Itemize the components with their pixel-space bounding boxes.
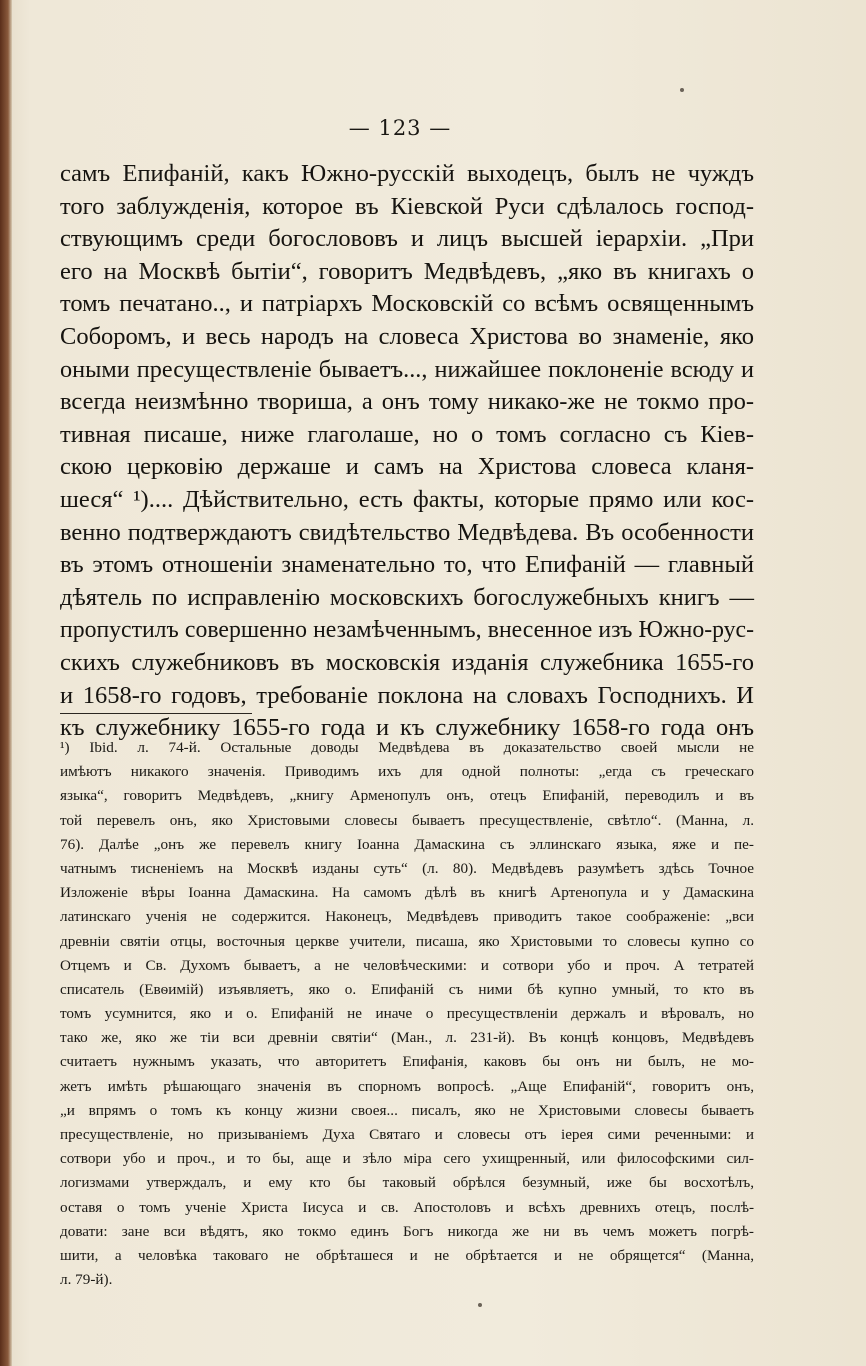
- footnote-line: жетъ имѣть рѣшающаго значенія въ спорномъ вопросѣ. „Аще Епифаній“, говоритъ онъ,: [60, 1077, 754, 1095]
- footnote-line: сотвори убо и проч., и то бы, аще и зѣло міра сего ухищренный, или философскими сил-: [60, 1150, 754, 1168]
- footnote-line: языка“, говоритъ Медвѣдевъ, „книгу Арменопулъ онъ, отецъ Епифаній, переводилъ и въ: [60, 787, 754, 805]
- footnote-line: имѣютъ никакого значенія. Приводимъ ихъ для одной полноты: „егда съ греческаго: [60, 763, 754, 781]
- footnote-line: „и впрямъ о томъ къ концу жизни своея... писалъ, яко не Христовыми словесы бываетъ: [60, 1101, 754, 1119]
- footnote-line: 76). Далѣе „онъ же перевелъ книгу Іоанна Дамаскина съ эллинскаго языка, яже и пе-: [60, 835, 754, 853]
- footnote-line: оставя о томъ ученіе Христа Іисуса и св. Апостоловъ и всѣхъ древнихъ отецъ, послѣ-: [60, 1198, 754, 1216]
- main-text-line: тивная писаше, ниже глаголаше, но о томъ согласно съ Кіев-: [60, 420, 754, 448]
- footnote-line: пресуществленіе, но призываніемъ Духа Святаго и словесы отъ іерея сими реченными: и: [60, 1126, 754, 1143]
- footnote-line: томъ усумнится, яко и о. Епифаній не иначе о пресуществленіи держалъ и вѣровалъ, но: [60, 1005, 754, 1023]
- footnote-separator-rule: [60, 713, 252, 714]
- main-text-line: того заблужденія, которое въ Кіевской Руси сдѣлалось господ-: [60, 192, 754, 220]
- footnote-line: тако же, яко же тіи вси древніи святіи“ (Ман., л. 231-й). Въ концѣ концовъ, Медвѣдевъ: [60, 1029, 754, 1047]
- footnote-line: логизмами утверждалъ, и ему кто бы таковый обрѣлся безумный, иже бы восхотѣлъ,: [60, 1174, 754, 1192]
- main-text-line: ствующимъ среди богослововъ и лицъ высшей іерархіи. „При: [60, 225, 754, 253]
- footnote-line: л. 79-й).: [60, 1271, 113, 1289]
- footnote-line: ¹) Ibid. л. 74-й. Остальные доводы Медвѣдева въ доказательство своей мысли не: [60, 739, 754, 756]
- footnote-line: Отцемъ и Св. Духомъ бываетъ, а не человѣческими: и сотвори убо и проч. А тетратей: [60, 956, 754, 974]
- paper-speck: [680, 88, 684, 92]
- footnote-line: списатель (Евѳимій) изъявляетъ, яко о. Епифаній съ ними бѣ купно умный, то кто въ: [60, 980, 754, 998]
- main-text-line: дѣятель по исправленію московскихъ богослужебныхъ книгъ —: [60, 583, 754, 611]
- main-text-line: всегда неизмѣнно твориша, а онъ тому никако-же не токмо про-: [60, 388, 754, 416]
- footnote-line: той перевелъ онъ, яко Христовыми словесы бываетъ пресуществленіе, свѣтло“. (Манна, л.: [60, 811, 754, 829]
- main-text-line: въ этомъ отношеніи знаменательно то, что Епифаній — главный: [60, 551, 754, 579]
- footnote-line: чатнымъ тисненіемъ на Москвѣ изданы суть“ (л. 80). Медвѣдевъ разумѣетъ здѣсь Точное: [60, 859, 754, 877]
- footnote-line: латинскаго ученія не содержится. Наконецъ, Медвѣдевъ приводитъ такое соображеніе: „вси: [60, 908, 754, 926]
- main-text-line: скихъ служебниковъ въ московскія изданія служебника 1655-го: [60, 648, 754, 676]
- paper-speck: [478, 1303, 482, 1307]
- main-text-block: [60, 158, 754, 745]
- main-text-line: томъ печатано.., и патріархъ Московскій со всѣмъ освященнымъ: [60, 290, 754, 318]
- main-text-line: самъ Епифаній, какъ Южно-русскій выходецъ, былъ не чуждъ: [60, 160, 754, 187]
- main-text-line: оными пресуществленіе бываетъ..., нижайшее поклоненіе всюду и: [60, 355, 754, 383]
- main-text-line: и 1658-го годовъ, требованіе поклона на словахъ Господнихъ. И: [60, 681, 754, 709]
- main-text-line: скою церковію держаше и самъ на Христова словеса кланя-: [60, 453, 754, 481]
- main-text-line: пропустилъ совершенно незамѣченнымъ, внесенное изъ Южно-рус-: [60, 617, 754, 644]
- main-text-line: къ служебнику 1655-го года и къ служебнику 1658-го года онъ: [60, 714, 754, 742]
- main-text-line: его на Москвѣ бытіи“, говоритъ Медвѣдевъ, „яко въ книгахъ о: [60, 257, 754, 285]
- footnote-line: считаетъ нужнымъ указать, что авторитетъ Епифанія, каковъ бы онъ ни былъ, не мо-: [60, 1053, 754, 1071]
- main-text-line: шеся“ ¹).... Дѣйствительно, есть факты, которые прямо или кос-: [60, 485, 754, 513]
- footnote-line: древніи святіи отцы, восточныя церкве учители, писаша, яко Христовыми то словесы купно со: [60, 932, 754, 950]
- footnote-block: [60, 736, 754, 1292]
- footnote-line: шити, а человѣка таковаго не обрѣташеся и не обрѣтается и не обрящется“ (Манна,: [60, 1246, 754, 1264]
- book-spine-edge: [0, 0, 12, 1366]
- footnote-line: Изложеніе вѣры Іоанна Дамаскина. На самомъ дѣлѣ въ книгѣ Артенопула и у Дамаскина: [60, 884, 754, 902]
- footnote-line: довати: зане вси вѣдятъ, яко токмо единъ Богъ никогда же ни въ чемъ можетъ погрѣ-: [60, 1222, 754, 1240]
- main-text-line: венно подтверждаютъ свидѣтельство Медвѣдева. Въ особенности: [60, 518, 754, 546]
- page-number: — 123 —: [348, 116, 452, 140]
- main-text-line: Соборомъ, и весь народъ на словеса Христова во знаменіе, яко: [60, 322, 754, 350]
